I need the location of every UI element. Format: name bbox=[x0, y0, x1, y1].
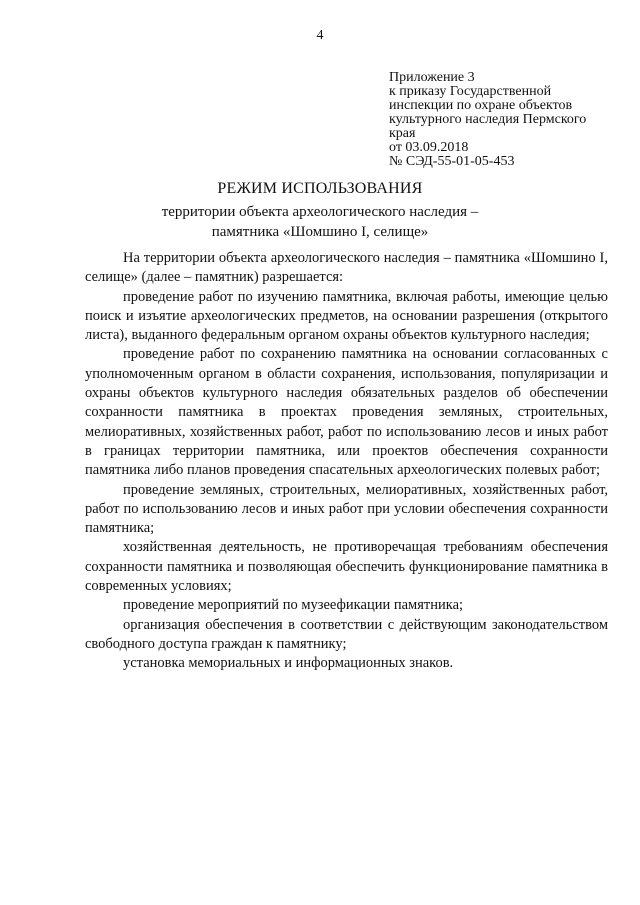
paragraph-item: проведение работ по сохранению памятника на основании согласованных с уполномоченным органом в области сохранения, использования, популяризации и охраны объектов культурного наследия обязательных разделов об обеспечении сохранности памятника в проектах проведения земляных, строительных, мелиоративных, хозяйственных работ, работ по использованию лесов и иных работ в границах территории памятника, или проектов обеспечения сохранности памятника либо планов проведения спасательных археологических полевых работ; bbox=[85, 346, 608, 479]
page-number: 4 bbox=[316, 28, 324, 43]
paragraph-item: проведение земляных, строительных, мелиоративных, хозяйственных работ, работ по использованию лесов и иных работ при условии обеспечения сохранности памятника; bbox=[85, 481, 608, 537]
document-title: РЕЖИМ ИСПОЛЬЗОВАНИЯ bbox=[217, 180, 423, 197]
appendix-number: № СЭД-55-01-05-453 bbox=[389, 154, 515, 169]
paragraph-item: проведение работ по изучению памятника, включая работы, имеющие целью поиск и изъятие археологических предметов, на основании разрешения (открытого листа), выданного федеральным органом охраны объектов культурного наследия; bbox=[85, 288, 608, 344]
appendix-block bbox=[389, 71, 619, 169]
paragraph-item: установка мемориальных и информационных знаков. bbox=[123, 655, 454, 672]
paragraph-item: хозяйственная деятельность, не противоречащая требованиям обеспечения сохранности памятника и позволяющая обеспечить функционирование памятника в современных условиях; bbox=[85, 539, 608, 595]
appendix-line: Приложение 3 bbox=[389, 70, 475, 85]
appendix-line: инспекции по охране объектов bbox=[389, 98, 573, 113]
subtitle-line-2: памятника «Шомшино I, селище» bbox=[211, 224, 429, 240]
paragraph-intro: На территории объекта археологического наследия – памятника «Шомшино I, селище» (далее – памятник) разрешается: bbox=[85, 250, 608, 286]
appendix-line: края bbox=[389, 126, 416, 141]
subtitle-line-1: территории объекта археологического наследия – bbox=[161, 204, 479, 220]
appendix-date: от 03.09.2018 bbox=[389, 140, 469, 155]
paragraph-item: организация обеспечения в соответствии с действующим законодательством свободного доступа граждан к памятнику; bbox=[85, 616, 608, 652]
appendix-line: культурного наследия Пермского bbox=[389, 112, 587, 127]
paragraph-item: проведение мероприятий по музеефикации памятника; bbox=[123, 597, 464, 614]
document-subtitle bbox=[0, 202, 640, 242]
appendix-line: к приказу Государственной bbox=[389, 84, 552, 99]
document-body bbox=[85, 249, 608, 674]
